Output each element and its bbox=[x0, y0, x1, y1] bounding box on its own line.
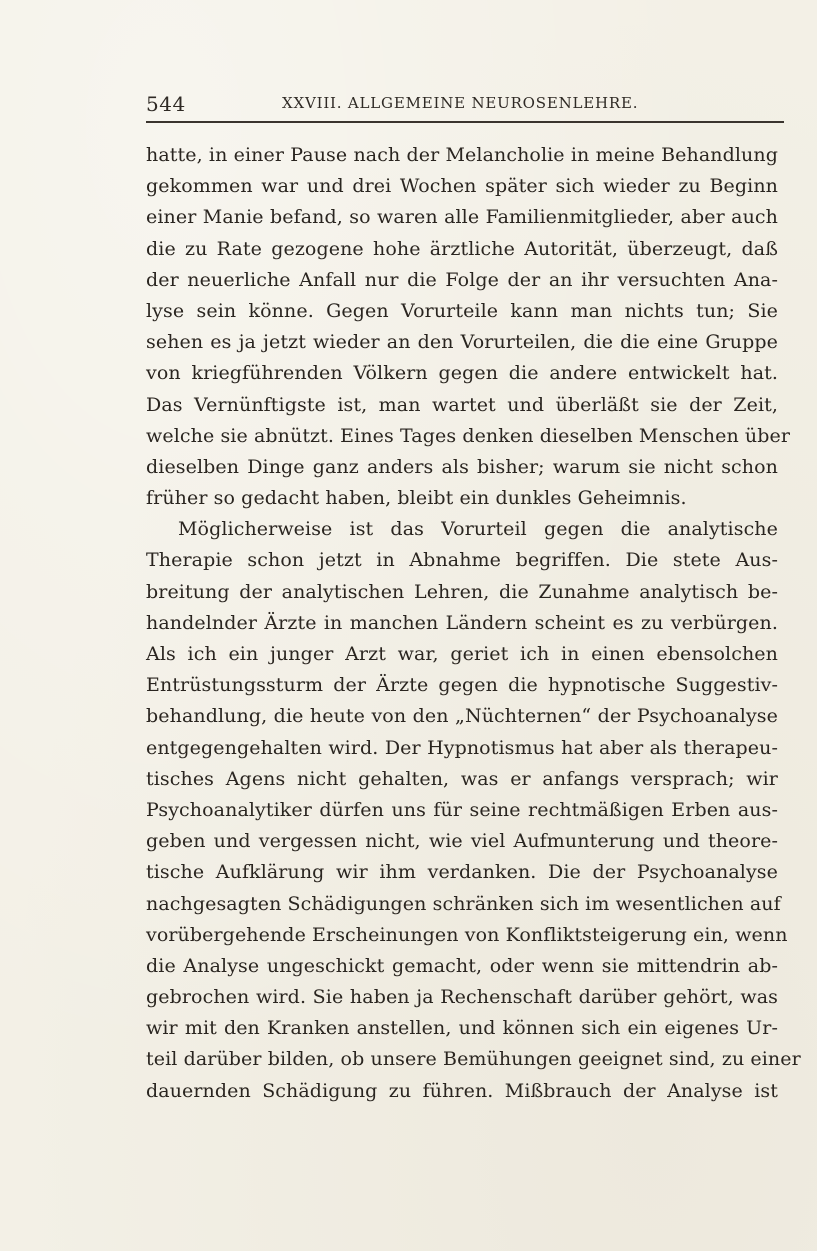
text-line: geben und vergessen nicht, wie viel Aufmunterung und theore- bbox=[146, 830, 778, 853]
text-line: Therapie schon jetzt in Abnahme begriffen. Die stete Aus- bbox=[146, 549, 778, 572]
text-line: einer Manie befand, so waren alle Familienmitglieder, aber auch bbox=[146, 206, 778, 229]
paragraph-2 bbox=[146, 514, 801, 1107]
text-line: nachgesagten Schädigungen schränken sich im wesentlichen auf bbox=[146, 892, 781, 915]
text-line: gebrochen wird. Sie haben ja Rechenschaft darüber gehört, was bbox=[146, 986, 778, 1009]
text-line: früher so gedacht haben, bleibt ein dunkles Geheimnis. bbox=[146, 487, 687, 510]
text-line: gekommen war und drei Wochen später sich wieder zu Beginn bbox=[146, 175, 778, 198]
page-number: 544 bbox=[146, 92, 186, 116]
text-line: die zu Rate gezogene hohe ärztliche Autorität, überzeugt, daß bbox=[146, 237, 778, 260]
text-line: der neuerliche Anfall nur die Folge der an ihr versuchten Ana- bbox=[146, 268, 778, 291]
text-line: behandlung, die heute von den „Nüchternen“ der Psychoanalyse bbox=[146, 705, 778, 728]
header-rule bbox=[146, 121, 784, 123]
text-line: die Analyse ungeschickt gemacht, oder wenn sie mittendrin ab- bbox=[146, 954, 778, 977]
text-line: dauernden Schädigung zu führen. Mißbrauch der Analyse ist bbox=[146, 1079, 778, 1102]
text-line: breitung der analytischen Lehren, die Zunahme analytisch be- bbox=[146, 580, 778, 603]
text-line: Das Vernünftigste ist, man wartet und überläßt sie der Zeit, bbox=[146, 393, 778, 416]
text-line: Psychoanalytiker dürfen uns für seine rechtmäßigen Erben aus- bbox=[146, 798, 778, 821]
text-line: sehen es ja jetzt wieder an den Vorurteilen, die die eine Gruppe bbox=[146, 331, 778, 354]
text-line: teil darüber bilden, ob unsere Bemühungen geeignet sind, zu einer bbox=[146, 1048, 801, 1071]
text-line: tisches Agens nicht gehalten, was er anfangs versprach; wir bbox=[146, 767, 778, 790]
body-text bbox=[146, 140, 801, 1107]
text-line: Als ich ein junger Arzt war, geriet ich in einen ebensolchen bbox=[146, 643, 778, 665]
text-line: tische Aufklärung wir ihm verdanken. Die der Psychoanalyse bbox=[146, 861, 778, 884]
text-line: von kriegführenden Völkern gegen die andere entwickelt hat. bbox=[146, 362, 778, 385]
paragraph-1 bbox=[146, 140, 791, 514]
running-head: XXVIII. ALLGEMEINE NEUROSENLEHRE. bbox=[282, 94, 639, 112]
text-line: Möglicherweise ist das Vorurteil gegen die analytische bbox=[178, 518, 778, 541]
text-line: vorübergehende Erscheinungen von Konfliktsteigerung ein, wenn bbox=[146, 923, 788, 946]
text-line: hatte, in einer Pause nach der Melancholie in meine Behandlung bbox=[146, 144, 778, 166]
text-line: entgegengehalten wird. Der Hypnotismus hat aber als therapeu- bbox=[146, 736, 778, 759]
text-line: dieselben Dinge ganz anders als bisher; warum sie nicht schon bbox=[146, 455, 778, 478]
text-line: welche sie abnützt. Eines Tages denken dieselben Menschen über bbox=[146, 424, 791, 447]
text-line: Entrüstungssturm der Ärzte gegen die hypnotische Suggestiv- bbox=[146, 674, 778, 697]
text-line: handelnder Ärzte in manchen Ländern scheint es zu verbürgen. bbox=[146, 611, 778, 634]
text-line: wir mit den Kranken anstellen, und können sich ein eigenes Ur- bbox=[146, 1017, 778, 1040]
text-line: lyse sein könne. Gegen Vorurteile kann man nichts tun; Sie bbox=[146, 299, 778, 322]
page-header bbox=[146, 92, 786, 118]
